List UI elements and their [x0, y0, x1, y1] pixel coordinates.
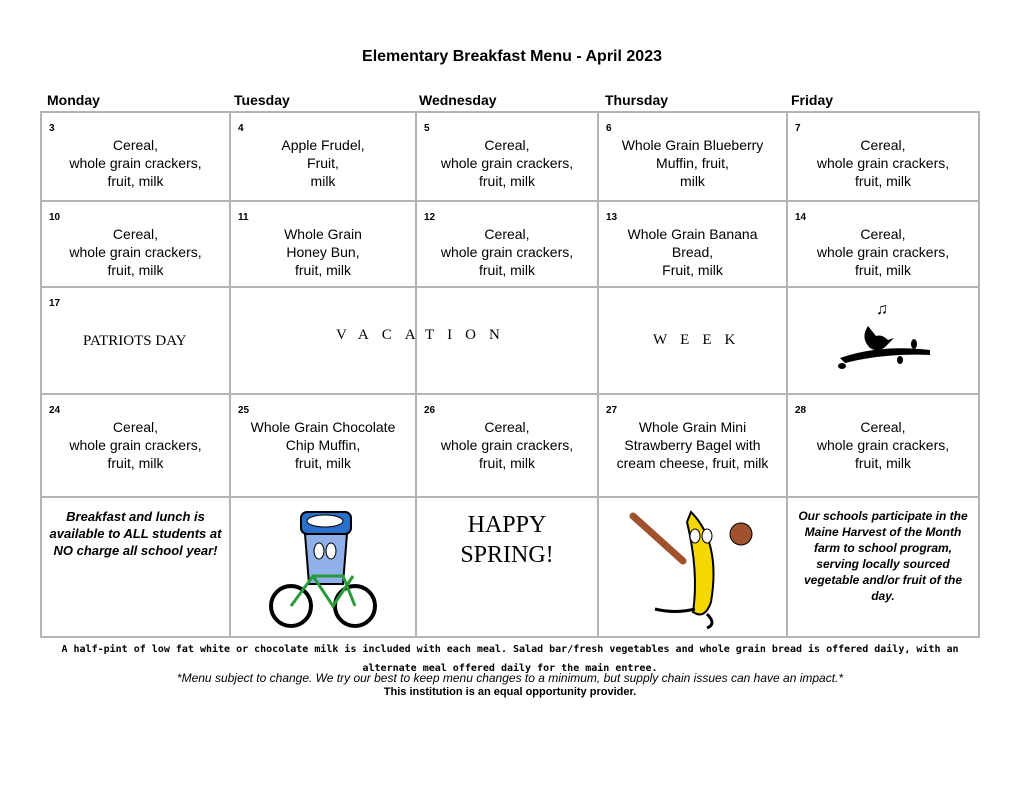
day-cell: [230, 287, 429, 394]
free-meals-note: Breakfast and lunch is available to ALL students at NO charge all school year!: [41, 497, 230, 637]
meal-text: Cereal, whole grain crackers, fruit, milk: [440, 137, 574, 189]
spring-text: SPRING!: [460, 542, 554, 568]
day-number: 4: [238, 123, 244, 134]
day-number: 3: [49, 123, 55, 134]
bike-cup-illustration: [230, 497, 416, 637]
day-cell: [787, 394, 979, 497]
day-number: 11: [238, 212, 249, 223]
equal-opportunity-note: This institution is an equal opportunity provider.: [383, 686, 637, 698]
banana-baseball-icon: [623, 504, 763, 634]
week-row: [41, 394, 979, 497]
meal-text: Whole Grain Blueberry Muffin, fruit, milk: [621, 137, 764, 189]
day-cell: [598, 112, 787, 201]
day-header: Thursday: [605, 92, 669, 108]
day-cell: [416, 287, 598, 394]
meal-text: Cereal, whole grain crackers, fruit, milk: [69, 419, 202, 471]
milk-note: A half-pint of low fat white or chocolate milk is included with each meal. Salad bar/fresh vegetables and whole grain bread is offered daily, with an alternate meal offered daily for the main entree.: [61, 644, 959, 674]
harvest-note: Our schools participate in the Maine Harvest of the Month farm to school program, serving locally sourced vegetable and/or fruit of the day.: [787, 497, 979, 637]
meal-text: Cereal, whole grain crackers, fruit, milk: [440, 226, 574, 278]
day-cell: [416, 201, 598, 287]
banana-illustration: [598, 497, 787, 637]
day-cell: [787, 287, 979, 394]
day-number: 14: [795, 212, 807, 223]
day-number: 7: [795, 123, 801, 134]
day-cell: [416, 112, 598, 201]
happy-spring-cell: [416, 497, 598, 637]
day-cell: [41, 287, 230, 394]
meal-text: Cereal, whole grain crackers, fruit, milk: [69, 137, 202, 189]
day-number: 25: [238, 405, 250, 416]
day-header: Friday: [791, 92, 834, 108]
day-cell: [230, 112, 416, 201]
meal-text: Cereal, whole grain crackers, fruit, milk: [69, 226, 202, 278]
day-cell: [41, 112, 230, 201]
week-row: [41, 201, 979, 287]
meal-text: Whole Grain Banana Bread, Fruit, milk: [627, 226, 758, 278]
day-number: 27: [606, 405, 618, 416]
meal-text: Cereal, whole grain crackers, fruit, milk: [440, 419, 574, 471]
day-cell: [230, 201, 416, 287]
day-number: 5: [424, 123, 430, 134]
day-cell: [416, 394, 598, 497]
vacation-label-part2: TION: [425, 327, 513, 343]
week-label: WEEK: [653, 332, 749, 348]
day-header: Wednesday: [419, 92, 497, 108]
day-number: 12: [424, 212, 436, 223]
day-cell: [787, 112, 979, 201]
cup-on-bicycle-icon: [263, 506, 383, 631]
patriots-day-label: PATRIOTS DAY: [83, 333, 187, 349]
day-number: 17: [49, 298, 61, 309]
meal-text: Cereal, whole grain crackers, fruit, milk: [816, 419, 950, 471]
day-cell: [598, 394, 787, 497]
day-number: 6: [606, 123, 612, 134]
day-number: 13: [606, 212, 618, 223]
svg-text:♫: ♫: [876, 301, 888, 318]
day-number: 28: [795, 405, 807, 416]
menu-change-note: *Menu subject to change. We try our best to keep menu changes to a minimum, but supply chain issues can have an impact.*: [176, 671, 844, 685]
day-cell: [41, 394, 230, 497]
meal-text: Cereal, whole grain crackers, fruit, milk: [816, 226, 950, 278]
meal-text: Whole Grain Mini Strawberry Bagel with cream cheese, fruit, milk: [616, 419, 769, 471]
day-number: 24: [49, 405, 61, 416]
notes-row: [41, 497, 979, 637]
day-cell: [230, 394, 416, 497]
vacation-label-part1: VACA: [336, 327, 429, 343]
day-cell: [598, 201, 787, 287]
bird-on-branch-icon: [828, 296, 938, 376]
day-number: 26: [424, 405, 436, 416]
menu-calendar: [40, 111, 980, 638]
page-title: Elementary Breakfast Menu - April 2023: [362, 48, 662, 65]
happy-text: HAPPY: [467, 512, 547, 538]
meal-text: Cereal, whole grain crackers, fruit, milk: [816, 137, 950, 189]
week-row: [41, 112, 979, 201]
day-header: Monday: [47, 92, 100, 108]
day-cell: [41, 201, 230, 287]
day-cell: [787, 201, 979, 287]
day-cell: [598, 287, 787, 394]
vacation-week-row: [41, 287, 979, 394]
day-number: 10: [49, 212, 61, 223]
meal-text: Whole Grain Chocolate Chip Muffin, fruit, milk: [250, 419, 396, 471]
day-header: Tuesday: [234, 92, 290, 108]
meal-text: Apple Frudel, Fruit, milk: [281, 137, 365, 189]
meal-text: Whole Grain Honey Bun, fruit, milk: [284, 226, 362, 278]
